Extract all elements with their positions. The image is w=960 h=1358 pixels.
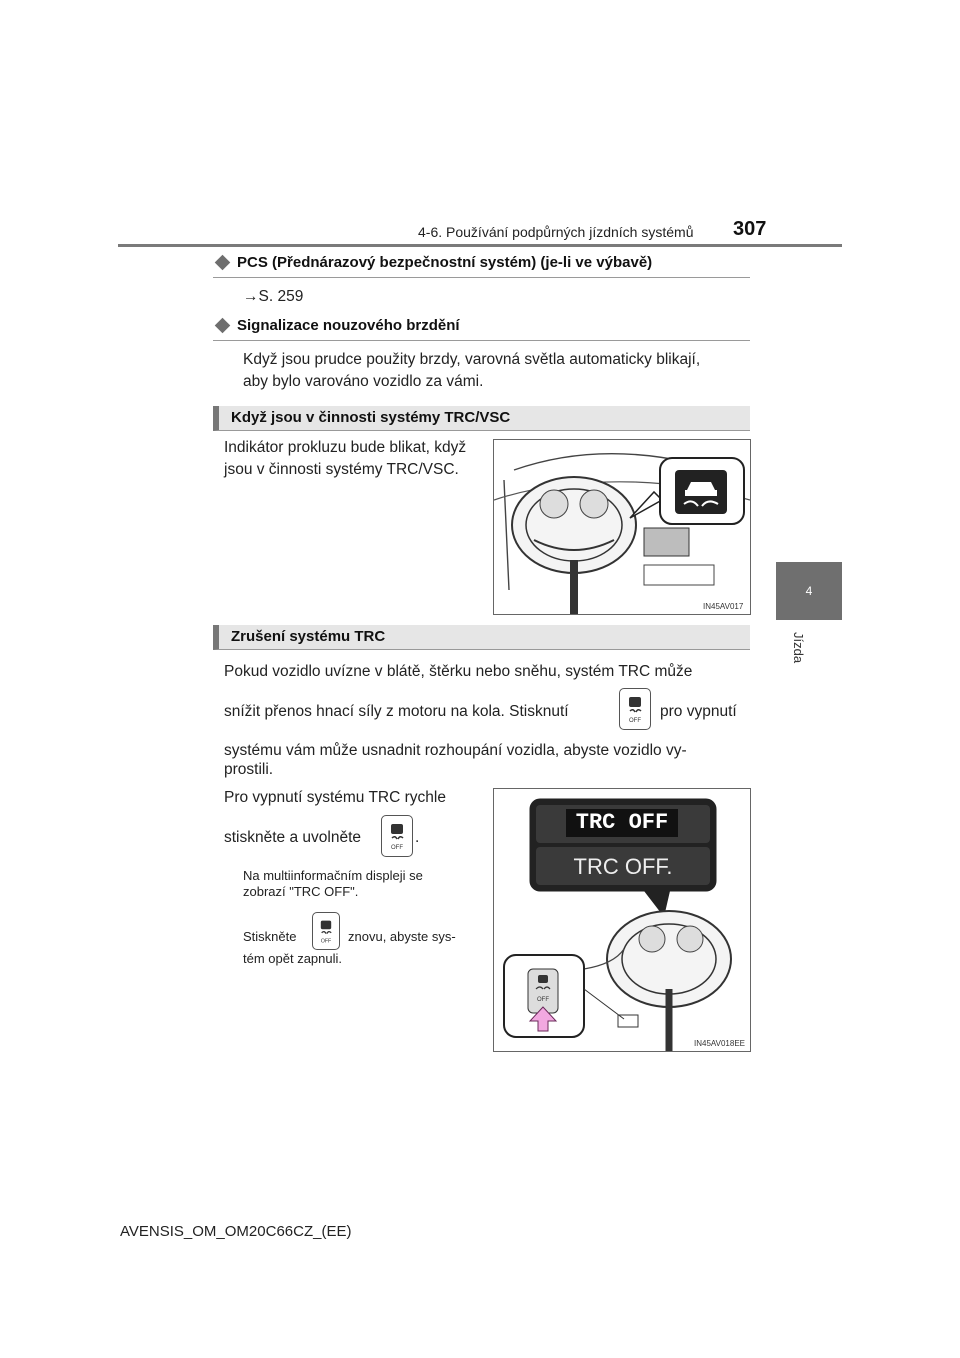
document-code: AVENSIS_OM_OM20C66CZ_(EE) <box>120 1223 352 1240</box>
figure-code-label: IN45AV017 <box>703 602 744 611</box>
trc-off-band-title: Zrušení systému TRC <box>231 628 386 645</box>
trc-vsc-band <box>213 406 750 431</box>
emergency-brake-heading-text: Signalizace nouzového brzdění <box>237 317 460 334</box>
trc-vsc-text-1: Indikátor prokluzu bude blikat, když <box>224 439 467 456</box>
note-reenable-b: znovu, abyste sys- <box>348 929 456 944</box>
svg-text:OFF: OFF <box>629 718 641 724</box>
svg-text:OFF: OFF <box>391 845 403 851</box>
diamond-bullet-icon <box>215 318 231 334</box>
display-trc-off-bottom: TRC OFF. <box>573 854 673 879</box>
display-trc-off-top: TRC OFF <box>566 809 678 837</box>
trc-quick-text-2b: . <box>415 829 420 846</box>
trc-off-band <box>213 625 750 650</box>
dashboard-illustration <box>494 440 750 614</box>
trc-off-text-4: prostili. <box>224 761 274 778</box>
trc-off-button-icon <box>619 688 651 730</box>
note-display-1: Na multiinformačním displeji se <box>243 868 423 883</box>
trc-off-figure <box>493 788 751 1052</box>
trc-off-text-2a: snížit přenos hnací síly z motoru na kola. Stisknutí <box>224 703 569 720</box>
chapter-tab: 4 <box>776 562 842 620</box>
trc-off-button-icon <box>312 912 340 950</box>
diamond-bullet-icon <box>215 255 231 271</box>
trc-quick-text-1: Pro vypnutí systému TRC rychle <box>224 789 446 806</box>
emergency-brake-rule <box>213 340 750 341</box>
pcs-heading <box>213 254 753 271</box>
note-reenable-a: Stiskněte <box>243 929 297 944</box>
pcs-page-reference[interactable]: →S. 259 <box>243 288 304 305</box>
pcs-heading-rule <box>213 277 750 278</box>
trc-off-text-2b: pro vypnutí <box>660 703 737 720</box>
note-reenable-2: tém opět zapnuli. <box>243 951 343 966</box>
svg-text:OFF: OFF <box>537 997 549 1003</box>
trc-vsc-text-2: jsou v činnosti systémy TRC/VSC. <box>224 461 459 478</box>
page-number: 307 <box>733 218 767 240</box>
emergency-brake-text-2: aby bylo varováno vozidlo za vámi. <box>243 373 484 390</box>
emergency-brake-text-1: Když jsou prudce použity brzdy, varovná světla automaticky blikají, <box>243 351 701 368</box>
trc-vsc-band-title: Když jsou v činnosti systémy TRC/VSC <box>231 409 511 426</box>
trc-off-text-3: systému vám může usnadnit rozhoupání vozidla, abyste vozidlo vy- <box>224 742 687 759</box>
emergency-brake-heading <box>213 317 753 334</box>
header-rule <box>118 244 842 247</box>
figure-code-label: IN45AV018EE <box>694 1039 745 1048</box>
trc-off-button-icon <box>381 815 413 857</box>
pcs-heading-text: PCS (Přednárazový bezpečnostní systém) (je-li ve výbavě) <box>237 254 653 271</box>
section-header-title: 4-6. Používání podpůrných jízdních systémů <box>418 224 694 240</box>
trc-off-text-1: Pokud vozidlo uvízne v blátě, štěrku nebo sněhu, systém TRC může <box>224 663 693 680</box>
slip-indicator-figure <box>493 439 751 615</box>
chapter-tab-label: Jízda <box>791 632 806 664</box>
trc-quick-text-2a: stiskněte a uvolněte <box>224 829 362 846</box>
svg-text:OFF: OFF <box>320 938 332 945</box>
note-display-2: zobrazí "TRC OFF". <box>243 884 359 899</box>
